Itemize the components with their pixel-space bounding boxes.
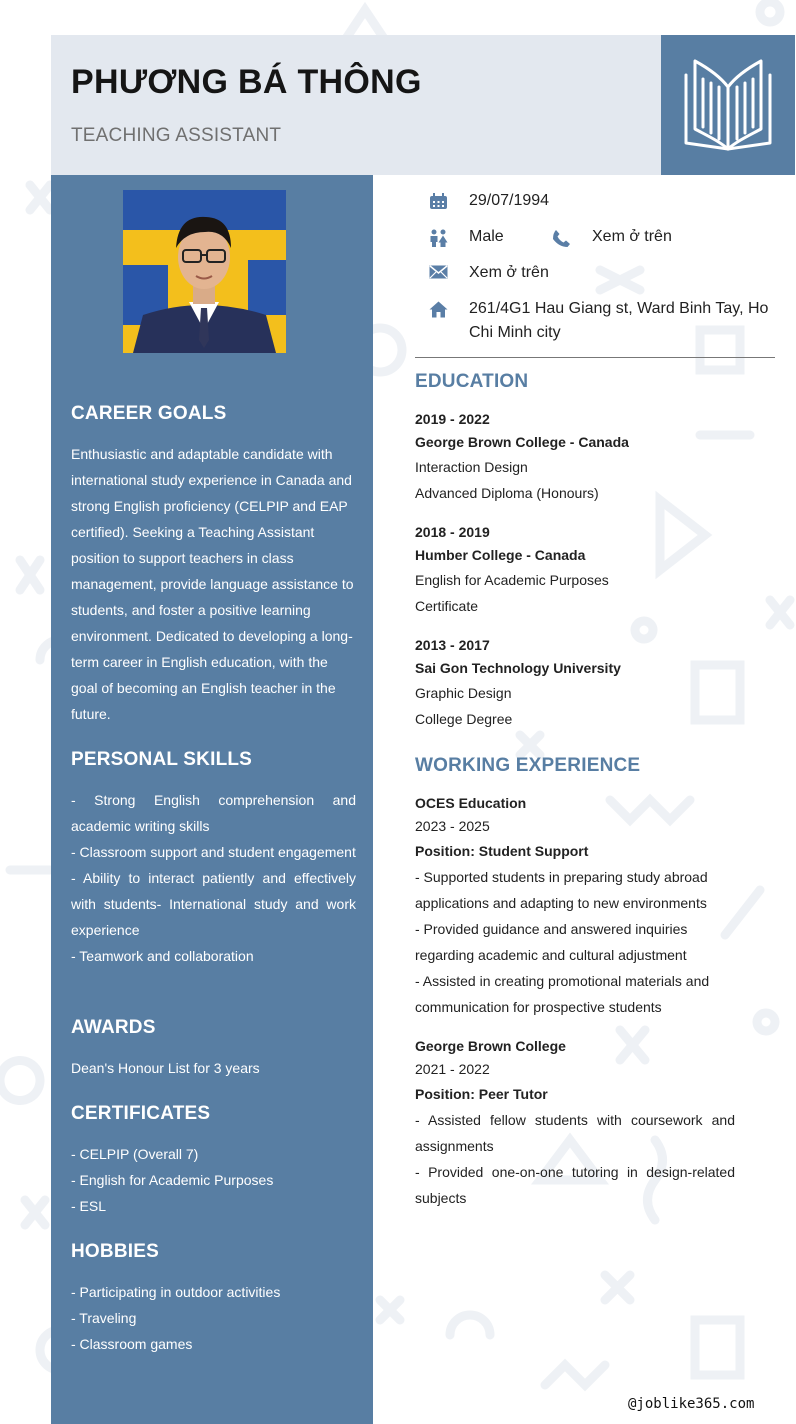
gender-row [429, 225, 549, 249]
avatar-photo [123, 190, 286, 353]
personal-skills-section [71, 749, 356, 969]
education-school: Sai Gon Technology University [415, 660, 621, 676]
email-row [429, 261, 629, 285]
list-item: - English for Academic Purposes [71, 1172, 274, 1188]
experience-line: - Assisted in creating promotional materials and communication for prospective students [415, 973, 710, 1015]
avatar [123, 190, 286, 353]
career-goals-section [71, 403, 356, 727]
education-entry [415, 408, 735, 506]
phone-icon [552, 229, 571, 248]
list-item: - Traveling [71, 1310, 137, 1326]
career-goals-heading: CAREER GOALS [71, 403, 227, 424]
resume-header [51, 35, 661, 175]
hobbies-list [71, 1279, 356, 1357]
address-row [429, 297, 775, 345]
education-degree: College Degree [415, 711, 513, 727]
address-line-2: Chi Minh city [469, 324, 561, 341]
list-item: - CELPIP (Overall 7) [71, 1146, 199, 1162]
phone-value[interactable]: Xem ở trên [592, 228, 672, 245]
logo-box [661, 35, 795, 175]
education-heading: EDUCATION [415, 371, 529, 392]
list-item: - Strong English comprehension and academic writing skills [71, 792, 356, 834]
education-school: George Brown College - Canada [415, 434, 629, 450]
certificates-heading: CERTIFICATES [71, 1103, 211, 1124]
experience-line: - Provided guidance and answered inquiries regarding academic and cultural adjustment [415, 921, 688, 963]
list-item: - Participating in outdoor activities [71, 1284, 281, 1300]
address-line-1: 261/4G1 Hau Giang st, Ward Binh Tay, Ho [469, 300, 769, 317]
education-entry [415, 634, 735, 732]
gender-value: Male [469, 228, 504, 245]
personal-skills-list [71, 787, 356, 969]
education-major: Interaction Design [415, 459, 528, 475]
experience-company: OCES Education [415, 795, 527, 811]
watermark-tag: @joblike365.com [628, 1396, 755, 1412]
certificates-list [71, 1141, 356, 1219]
list-item: - ESL [71, 1198, 107, 1214]
candidate-name: PHƯƠNG BÁ THÔNG [71, 63, 422, 101]
dob-value: 29/07/1994 [469, 192, 550, 209]
experience-years: 2021 - 2022 [415, 1061, 490, 1077]
education-major: English for Academic Purposes [415, 572, 609, 588]
experience-years: 2023 - 2025 [415, 818, 490, 834]
experience-line: - Assisted fellow students with coursework and assignments [415, 1112, 735, 1154]
education-years: 2018 - 2019 [415, 524, 490, 540]
experience-heading: WORKING EXPERIENCE [415, 755, 641, 776]
email-icon [429, 265, 448, 279]
list-item: - Teamwork and collaboration [71, 948, 254, 964]
gender-icon [429, 229, 448, 247]
sidebar [51, 175, 373, 1424]
certificates-section [71, 1103, 356, 1219]
list-item: - Ability to interact patiently and effectively with students- International study and work experience [71, 870, 356, 938]
hobbies-heading: HOBBIES [71, 1241, 159, 1262]
list-item: - Classroom games [71, 1336, 193, 1352]
education-school: Humber College - Canada [415, 547, 586, 563]
education-major: Graphic Design [415, 685, 512, 701]
awards-section [71, 1017, 356, 1081]
experience-company: George Brown College [415, 1038, 566, 1054]
experience-entry [415, 792, 735, 1020]
phone-row [552, 225, 752, 249]
education-entry [415, 521, 735, 619]
education-degree: Certificate [415, 598, 479, 614]
email-value[interactable]: Xem ở trên [469, 264, 549, 281]
personal-skills-heading: PERSONAL SKILLS [71, 749, 253, 770]
experience-position: Position: Student Support [415, 843, 589, 859]
home-icon [429, 301, 448, 318]
career-goals-text: Enthusiastic and adaptable candidate with international study experience in Canada and strong English proficiency (CELPIP and EAP certified). Seeking a Teaching Assistant position to support teachers in class management, provide language assistance to students, and foster a positive learning environment. Dedicated to developing a long-term career in English education, with the goal of becoming an English teacher in the future. [71, 446, 354, 722]
education-years: 2019 - 2022 [415, 411, 490, 427]
hobbies-section [71, 1241, 356, 1357]
calendar-icon [429, 193, 448, 210]
list-item: - Classroom support and student engagement [71, 844, 356, 860]
experience-line: - Provided one-on-one tutoring in design-related subjects [415, 1164, 735, 1206]
education-years: 2013 - 2017 [415, 637, 490, 653]
awards-text: Dean's Honour List for 3 years [71, 1060, 260, 1076]
open-book-icon [681, 57, 775, 153]
job-title: TEACHING ASSISTANT [71, 125, 282, 146]
education-degree: Advanced Diploma (Honours) [415, 485, 599, 501]
experience-entry [415, 1035, 735, 1211]
divider [415, 357, 775, 358]
experience-line: - Supported students in preparing study abroad applications and adapting to new environments [415, 869, 708, 911]
dob-row [429, 189, 769, 213]
awards-heading: AWARDS [71, 1017, 156, 1038]
experience-position: Position: Peer Tutor [415, 1086, 548, 1102]
